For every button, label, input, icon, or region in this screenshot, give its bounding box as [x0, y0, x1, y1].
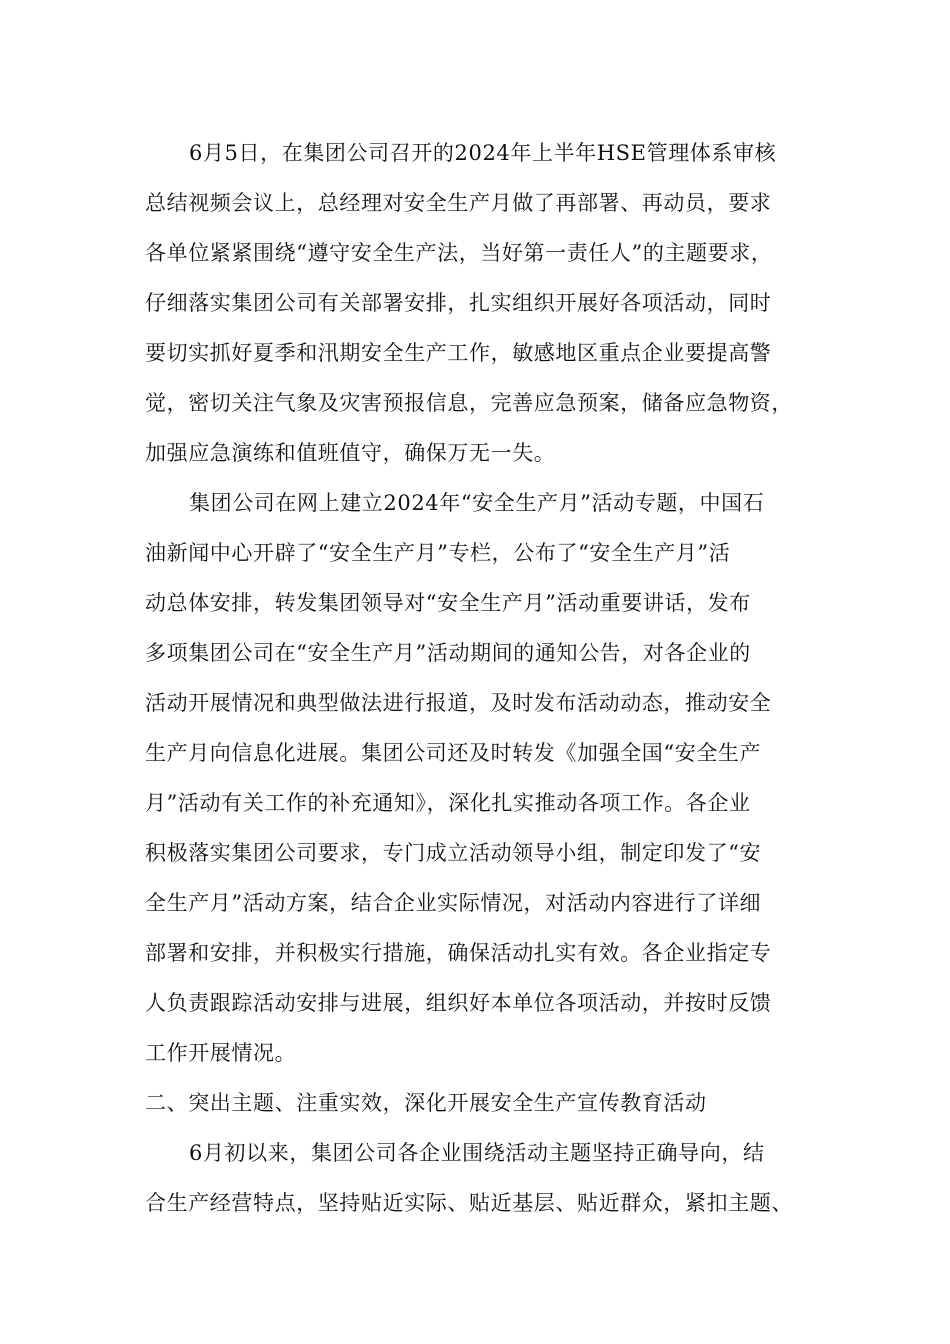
paragraph-1-line-6: 觉，密切关注气象及灾害预报信息，完善应急预案，储备应急物资， — [145, 391, 793, 415]
paragraph-2-line-5: 活动开展情况和典型做法进行报道，及时发布活动动态，推动安全 — [145, 691, 772, 715]
paragraph-1-line-2: 总结视频会议上，总经理对安全生产月做了再部署、再动员，要求 — [145, 191, 772, 215]
paragraph-2-line-2: 油新闻中心开辟了“安全生产月”专栏，公布了“安全生产月”活 — [145, 541, 731, 565]
paragraph-1-line-4: 仔细落实集团公司有关部署安排，扎实组织开展好各项活动，同时 — [145, 291, 772, 315]
paragraph-2-line-9: 全生产月”活动方案，结合企业实际情况，对活动内容进行了详细 — [145, 891, 762, 915]
paragraph-2-line-6: 生产月向信息化进展。集团公司还及时转发《加强全国“安全生产 — [145, 741, 762, 765]
paragraph-2-line-1: 集团公司在网上建立2024年“安全生产月”活动专题，中国石 — [189, 491, 765, 515]
paragraph-2-line-7: 月”活动有关工作的补充通知》，深化扎实推动各项工作。各企业 — [145, 791, 751, 815]
paragraph-3-line-1: 6月初以来，集团公司各企业围绕活动主题坚持正确导向，结 — [189, 1141, 765, 1165]
paragraph-1-line-1: 6月5日，在集团公司召开的2024年上半年HSE管理体系审核 — [189, 141, 777, 165]
paragraph-2-line-12: 工作开展情况。 — [145, 1041, 297, 1065]
paragraph-1-line-5: 要切实抓好夏季和汛期安全生产工作，敏感地区重点企业要提高警 — [145, 341, 772, 365]
paragraph-2-line-4: 多项集团公司在“安全生产月”活动期间的通知公告，对各企业的 — [145, 641, 751, 665]
paragraph-3-line-2: 合生产经营特点，坚持贴近实际、贴近基层、贴近群众，紧扣主题、 — [145, 1191, 793, 1215]
paragraph-2-line-8: 积极落实集团公司要求，专门成立活动领导小组，制定印发了“安 — [145, 841, 762, 865]
paragraph-2-line-10: 部署和安排，并积极实行措施，确保活动扎实有效。各企业指定专 — [145, 941, 772, 965]
paragraph-1-line-3: 各单位紧紧围绕“遵守安全生产法，当好第一责任人”的主题要求， — [145, 241, 773, 265]
paragraph-2-line-3: 动总体安排，转发集团领导对“安全生产月”活动重要讲话，发布 — [145, 591, 751, 615]
document-body — [145, 128, 805, 1228]
paragraph-2-line-11: 人负责跟踪活动安排与进展，组织好本单位各项活动，并按时反馈 — [145, 991, 772, 1015]
section-heading: 二、突出主题、注重实效，深化开展安全生产宣传教育活动 — [145, 1091, 707, 1115]
paragraph-1-line-7: 加强应急演练和值班值守，确保万无一失。 — [145, 441, 556, 465]
